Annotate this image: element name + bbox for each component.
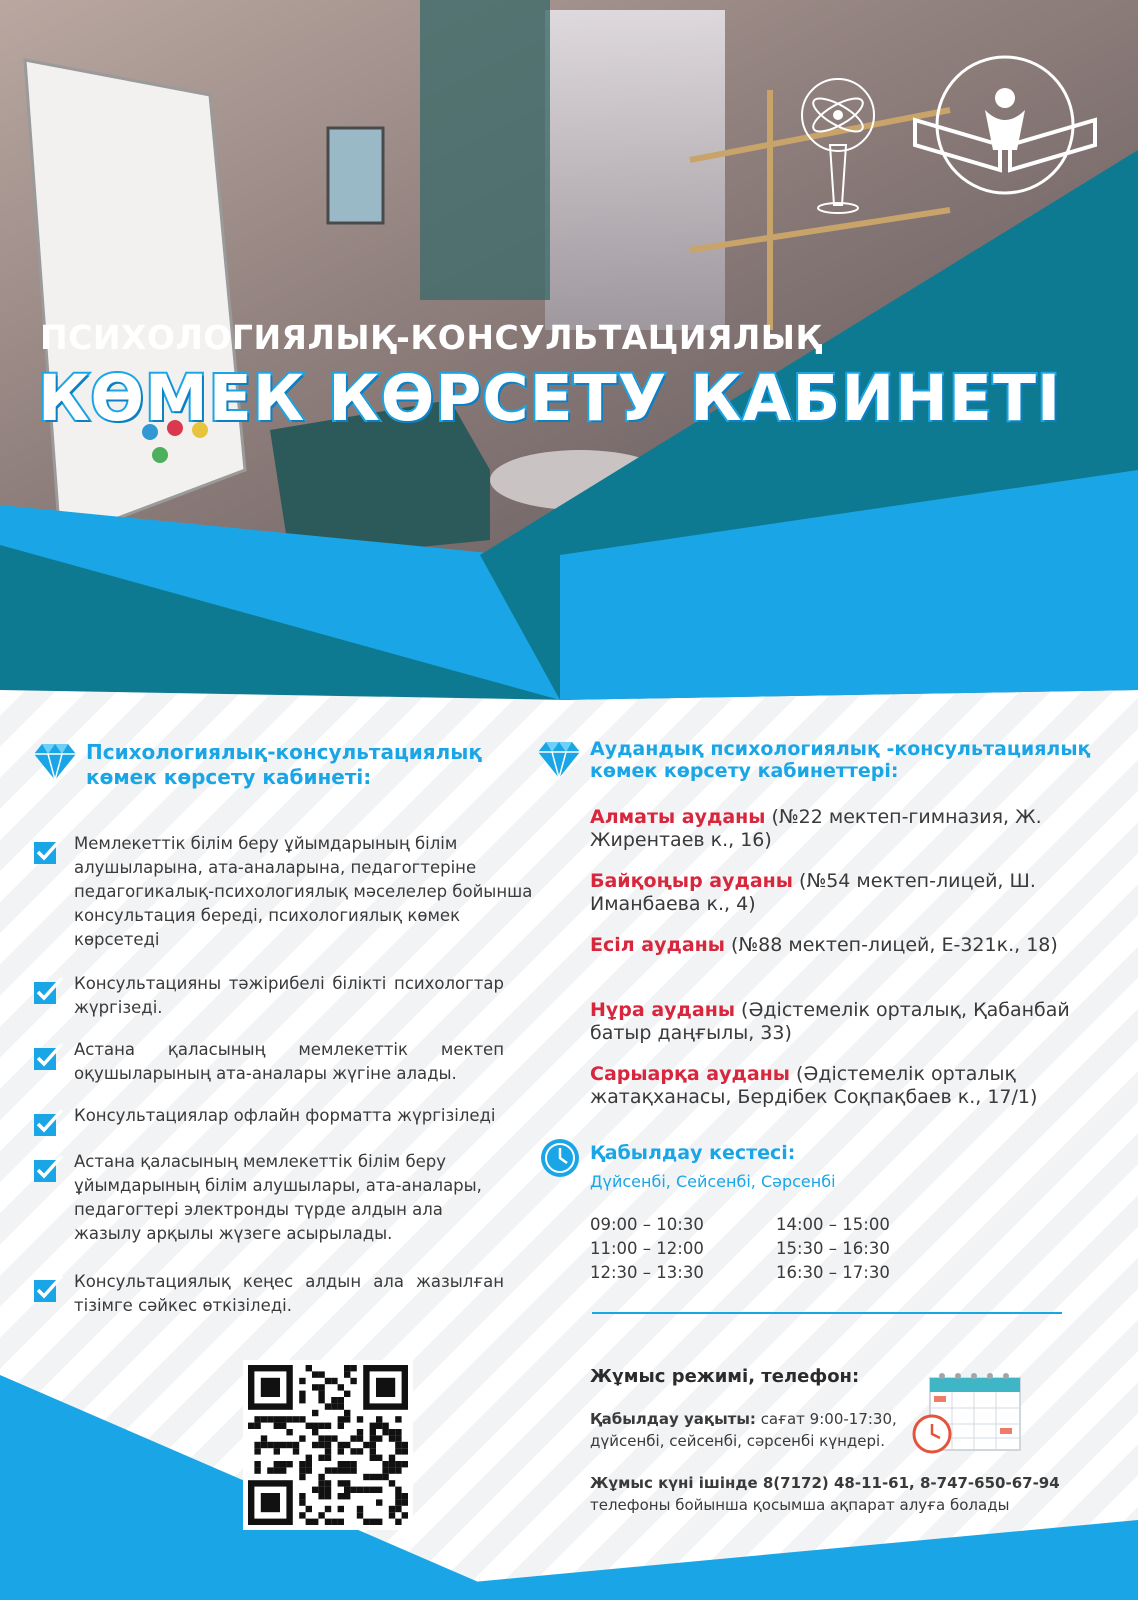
- list-item: [34, 972, 544, 1020]
- left-heading-line1: Психологиялық-консультациялық: [86, 740, 482, 764]
- divider: [592, 1312, 1062, 1314]
- photo-window: [545, 10, 725, 330]
- clock-icon: [540, 1138, 580, 1178]
- right-heading: [538, 738, 1098, 782]
- diamond-icon: [538, 740, 580, 780]
- right-column: [538, 738, 1098, 782]
- work-title: Жұмыс режимі, телефон:: [590, 1366, 860, 1387]
- list-item-text: Астана қаласының мемлекеттік мектеп оқушыларының ата-аналары жүгіне алады.: [74, 1040, 504, 1083]
- left-heading-line2: көмек көрсету кабинеті:: [86, 765, 372, 789]
- district-details: (Әдістемелік орталық жатақханасы, Бердібек Соқпақбаев к., 17/1): [590, 1063, 1038, 1108]
- list-item: [34, 1270, 544, 1318]
- district-name: Есіл ауданы: [590, 934, 725, 956]
- list-item-text: Консультациялық кеңес алдын ала жазылған тізімге сәйкес өткізіледі.: [74, 1272, 504, 1315]
- list-item-text: Астана қаласының мемлекеттік білім беру ұйымдарының білім алушылары, ата-аналары, педагогтері электронды түрде алдын ала жазылу арқылы жүзеге асырылады.: [74, 1152, 482, 1243]
- district-item: [590, 1063, 1060, 1109]
- checkbox-icon: [34, 838, 64, 864]
- list-item: [34, 832, 544, 952]
- reception-line: [590, 1408, 897, 1430]
- education-department-logo: [790, 40, 910, 220]
- phone-line: Жұмыс күні ішінде 8(7172) 48-11-61, 8-747-650-67-94: [590, 1474, 1060, 1492]
- left-heading: [34, 740, 544, 790]
- photo-curtain: [420, 0, 550, 300]
- district-name: Сарыарқа ауданы: [590, 1063, 790, 1085]
- time-slot: 14:00 – 15:00: [776, 1215, 890, 1234]
- schedule-title: Қабылдау кестесі:: [590, 1142, 796, 1164]
- district-item: [590, 870, 1070, 916]
- district-item: [590, 806, 1070, 852]
- time-slot: 15:30 – 16:30: [776, 1239, 890, 1258]
- checkbox-icon: [34, 978, 64, 1004]
- time-slot: 09:00 – 10:30: [590, 1215, 704, 1234]
- schedule-times-left: [590, 1213, 704, 1285]
- list-item-text: Мемлекеттік білім беру ұйымдарының білім алушыларына, ата-аналарына, педагогтеріне педагогикалық-психологиялық мәселелер бойынша консультация береді, психологиялық көмек көрсетеді: [74, 834, 533, 949]
- list-item: [34, 1038, 544, 1086]
- qr-code[interactable]: [243, 1360, 413, 1530]
- photo-whiteboard: [25, 60, 245, 540]
- photo-painting: [328, 128, 383, 223]
- reception-text: сағат 9:00-17:30,: [755, 1410, 897, 1428]
- schedule-days: Дүйсенбі, Сейсенбі, Сәрсенбі: [590, 1172, 836, 1191]
- reception-label: Қабылдау уақыты:: [590, 1410, 756, 1428]
- hero-subtitle: ПСИХОЛОГИЯЛЫҚ-КОНСУЛЬТАЦИЯЛЫҚ: [40, 318, 822, 357]
- list-item: [34, 1104, 544, 1136]
- reception-days: дүйсенбі, сейсенбі, сәрсенбі күндері.: [590, 1432, 885, 1450]
- list-item-text: Консультацияны тәжірибелі білікті психологтар жүргізеді.: [74, 974, 504, 1017]
- district-name: Алматы ауданы: [590, 806, 766, 828]
- right-heading-line1: Аудандық психологиялық -консультациялық: [590, 738, 1091, 760]
- checkbox-icon: [34, 1276, 64, 1302]
- checkbox-icon: [34, 1044, 64, 1070]
- district-details: (№22 мектеп-гимназия, Ж. Жирентаев к., 16): [590, 806, 1042, 851]
- district-details: (№54 мектеп-лицей, Ш. Иманбаева к., 4): [590, 870, 1036, 915]
- district-details: (№88 мектеп-лицей, Е-321к., 18): [724, 934, 1058, 956]
- list-item-text: Консультациялар офлайн форматта жүргізіледі: [74, 1106, 496, 1125]
- district-name: Байқоңыр ауданы: [590, 870, 793, 892]
- time-slot: 11:00 – 12:00: [590, 1239, 704, 1258]
- hero-title: КӨМЕК КӨРСЕТУ КАБИНЕТІ: [38, 362, 1062, 435]
- checkbox-icon: [34, 1110, 64, 1136]
- calendar-icon: [910, 1368, 1025, 1458]
- district-item: [590, 934, 1070, 957]
- checkbox-icon: [34, 1156, 64, 1182]
- right-heading-line2: көмек көрсету кабинеттері:: [590, 760, 899, 782]
- time-slot: 16:30 – 17:30: [776, 1263, 890, 1282]
- schedule-times-right: [776, 1213, 890, 1285]
- district-details: (Әдістемелік орталық, Қабанбай батыр даңғылы, 33): [590, 999, 1070, 1044]
- diamond-icon: [34, 742, 76, 782]
- time-slot: 12:30 – 13:30: [590, 1263, 704, 1282]
- district-name: Нұра ауданы: [590, 999, 736, 1021]
- qr-code-image: [243, 1360, 413, 1530]
- left-column: [34, 740, 544, 1315]
- methodical-center-logo: [905, 50, 1105, 200]
- phone-note: телефоны бойынша қосымша ақпарат алуға болады: [590, 1496, 1010, 1514]
- district-item: [590, 999, 1070, 1045]
- list-item: [34, 1150, 544, 1246]
